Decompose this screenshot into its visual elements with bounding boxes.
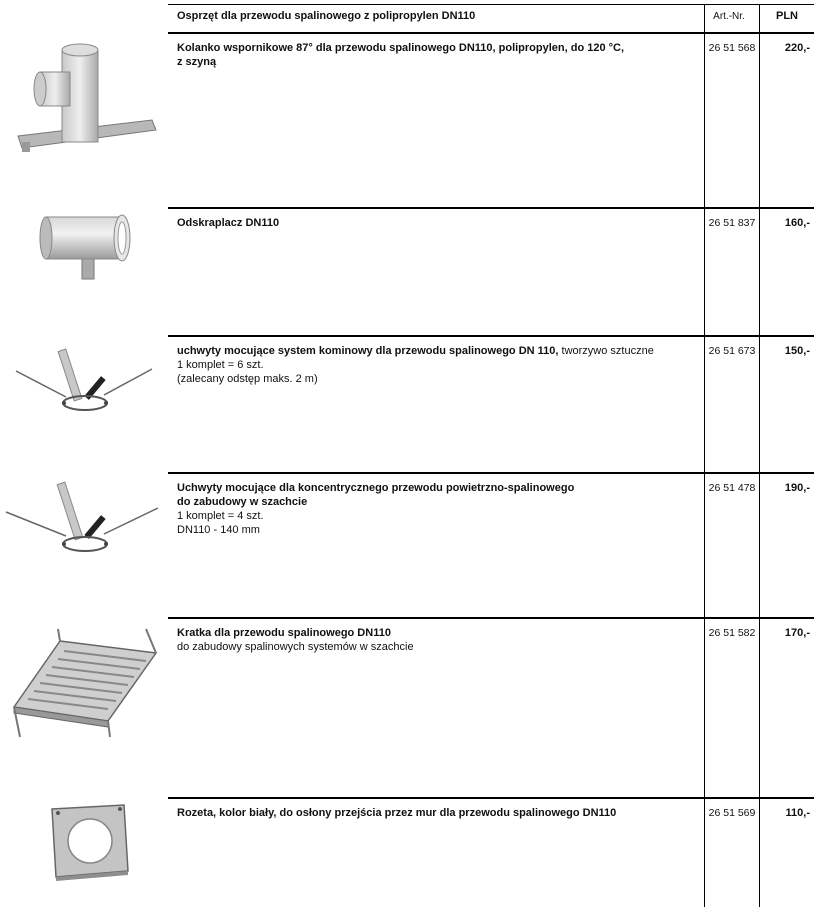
item-title: Odskraplacz DN110: [177, 217, 280, 229]
item-art-nr: 26 51 569: [708, 807, 756, 819]
item-detail: (zalecany odstęp maks. 2 m): [177, 373, 318, 385]
item-description: [177, 626, 697, 654]
item-detail: 1 komplet = 6 szt.: [177, 359, 264, 371]
table-row: [0, 34, 814, 207]
item-art-nr: 26 51 582: [708, 627, 756, 639]
item-description: [177, 481, 697, 537]
item-title: Rozeta, kolor biały, do osłony przejścia przez mur dla przewodu spalinowego DN110: [177, 807, 617, 819]
item-title-continued: z szyną: [177, 56, 217, 68]
item-title: Kolanko wspornikowe 87° dla przewodu spalinowego DN110, polipropylen, do 120 °C,: [177, 42, 625, 54]
item-art-nr: 26 51 478: [708, 482, 756, 494]
item-detail: do zabudowy spalinowych systemów w szachcie: [177, 641, 414, 653]
item-title-continued: do zabudowy w szachcie: [177, 496, 308, 508]
table-header: [0, 0, 814, 32]
item-price: 170,-: [784, 627, 810, 639]
art-nr-column-header: Art.-Nr.: [713, 11, 745, 22]
wall-rosette-icon: [0, 799, 165, 907]
table-row: [0, 474, 814, 617]
item-price: 150,-: [784, 345, 810, 357]
item-art-nr: 26 51 673: [708, 345, 756, 357]
item-price: 110,-: [785, 807, 810, 819]
item-title: Kratka dla przewodu spalinowego DN110: [177, 627, 391, 639]
mounting-bracket-icon: [0, 337, 165, 472]
item-title: Uchwyty mocujące dla koncentrycznego przewodu powietrzno-spalinowego: [177, 482, 575, 494]
item-art-nr: 26 51 837: [708, 217, 756, 229]
table-row: [0, 799, 814, 907]
price-column-header: PLN: [776, 10, 798, 22]
item-detail: 1 komplet = 4 szt.: [177, 510, 264, 522]
item-title: uchwyty mocujące system kominowy dla przewodu spalinowego DN 110,: [177, 345, 559, 357]
item-price: 190,-: [784, 482, 810, 494]
item-description: [177, 806, 697, 820]
item-description: [177, 41, 697, 69]
table-row: [0, 337, 814, 472]
shaft-bracket-icon: [0, 474, 165, 617]
table-row: [0, 619, 814, 797]
item-price: 220,-: [784, 42, 810, 54]
condensate-trap-icon: [0, 209, 165, 335]
item-material: tworzywo sztuczne: [558, 345, 654, 357]
grille-icon: [0, 619, 165, 797]
elbow-support-icon: [0, 34, 165, 207]
item-description: [177, 344, 697, 386]
item-description: [177, 216, 697, 230]
item-art-nr: 26 51 568: [708, 42, 756, 54]
table-row: [0, 209, 814, 335]
table-title: Osprzęt dla przewodu spalinowego z polipropylen DN110: [177, 10, 476, 22]
item-detail: DN110 - 140 mm: [177, 524, 260, 536]
item-price: 160,-: [784, 217, 810, 229]
